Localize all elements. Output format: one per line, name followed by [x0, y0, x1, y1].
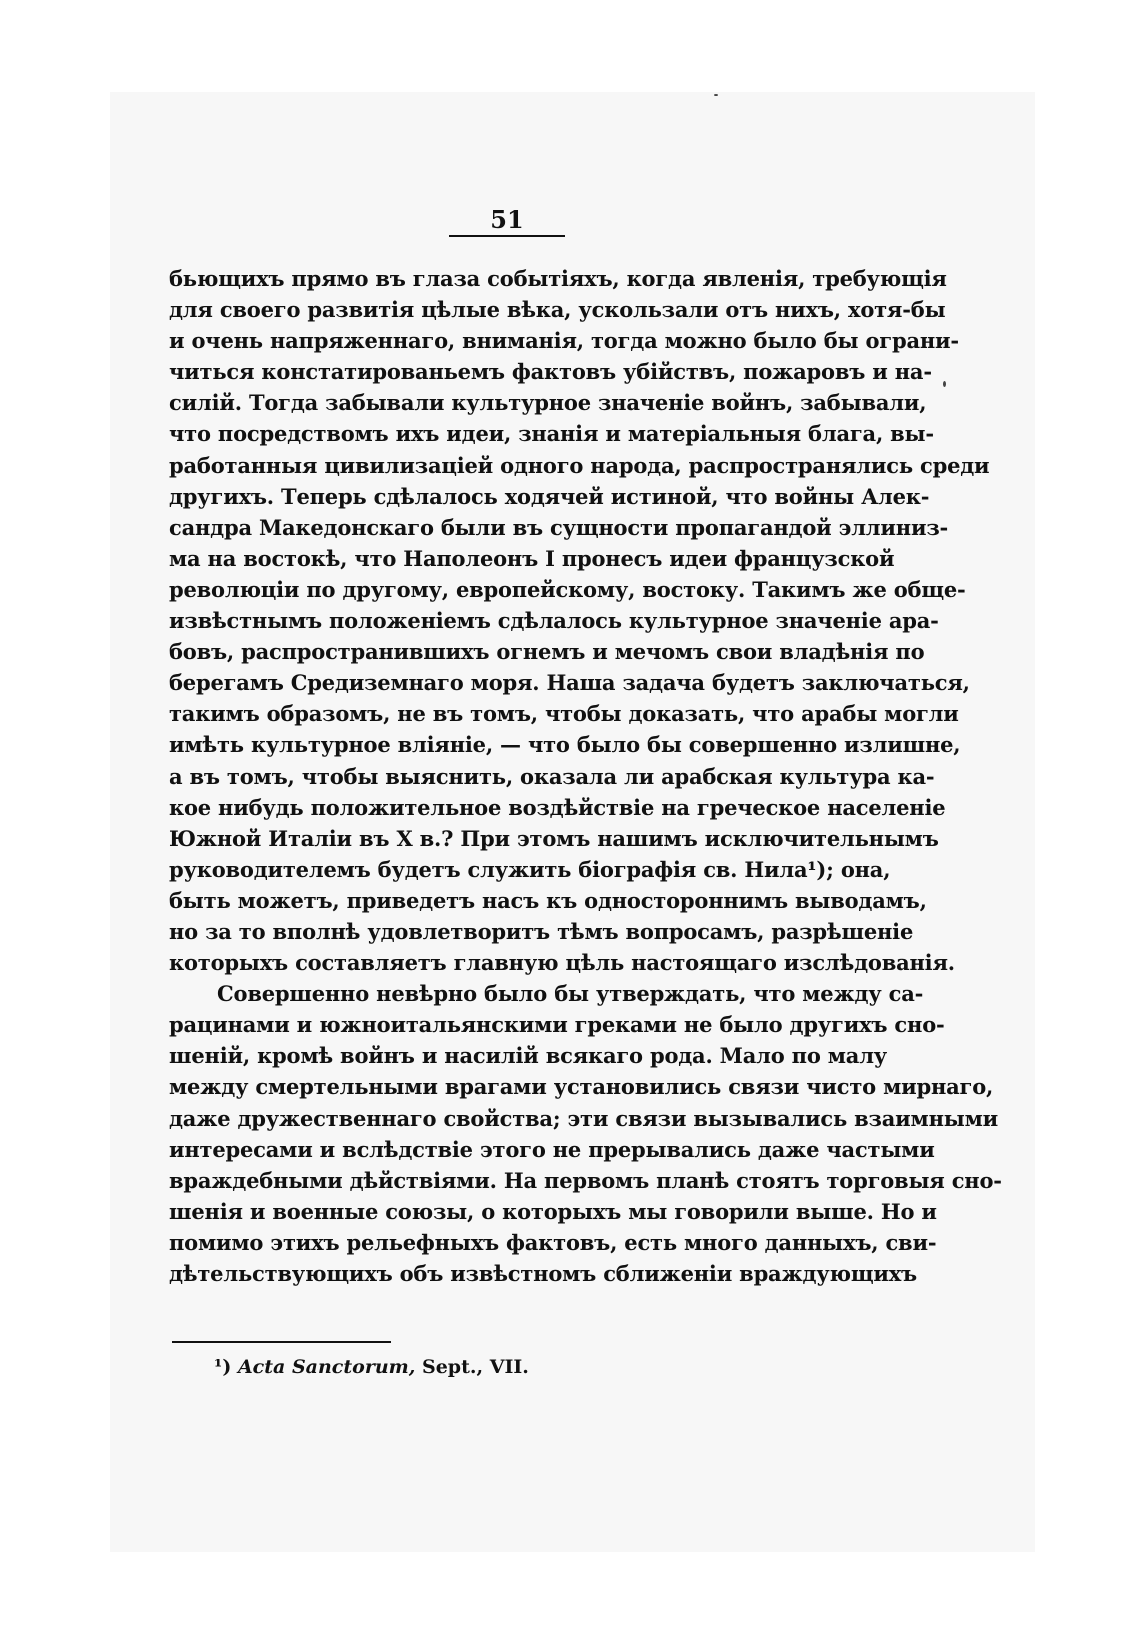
text-line: сандра Македонскаго были въ сущности пропагандой эллиниз-	[169, 514, 949, 540]
text-line: берегамъ Средиземнаго моря. Наша задача будетъ заключаться,	[169, 670, 970, 696]
text-line: извѣстнымъ положеніемъ сдѣлалось культурное значеніе ара-	[169, 608, 939, 634]
text-line: другихъ. Теперь сдѣлалось ходячей истиной, что войны Алек-	[169, 483, 930, 509]
page-number-underline	[449, 235, 565, 237]
text-line: рацинами и южноитальянскими греками не было другихъ сно-	[169, 1012, 945, 1038]
text-line: помимо этихъ рельефныхъ фактовъ, есть много данныхъ, сви-	[169, 1229, 937, 1255]
text-line: дѣтельствующихъ объ извѣстномъ сближеніи враждующихъ	[169, 1261, 917, 1286]
text-line: для своего развитія цѣлые вѣка, ускользали отъ нихъ, хотя-бы	[169, 297, 946, 323]
text-line: революціи по другому, европейскому, востоку. Такимъ же обще-	[169, 576, 966, 602]
text-line: между смертельными врагами установились связи чисто мирнаго,	[169, 1074, 994, 1100]
footnote-reference: Sept., VII.	[421, 1356, 529, 1378]
text-line: которыхъ составляетъ главную цѣль настоящаго изслѣдованія.	[169, 950, 955, 976]
text-line: бьющихъ прямо въ глаза событіяхъ, когда явленія, требующія	[169, 266, 947, 291]
text-line: руководителемъ будетъ служить біографія св. Нила¹); она,	[169, 856, 891, 882]
scan-speck	[714, 94, 718, 96]
text-line: силій. Тогда забывали культурное значеніе войнъ, забывали,	[169, 390, 927, 416]
page-number: 51	[490, 205, 524, 234]
text-line: бовъ, распространившихъ огнемъ и мечомъ свои владѣнія по	[169, 639, 925, 665]
text-line: даже дружественнаго свойства; эти связи вызывались взаимными	[169, 1105, 999, 1131]
text-line: и очень напряженнаго, вниманія, тогда можно было бы ограни-	[169, 328, 959, 354]
body-text	[169, 263, 1002, 1289]
text-line: быть можетъ, приведетъ насъ къ одностороннимъ выводамъ,	[169, 887, 927, 913]
text-line: шеній, кромѣ войнъ и насилій всякаго рода. Мало по малу	[169, 1043, 888, 1069]
text-line: Южной Италіи въ X в.? При этомъ нашимъ исключительнымъ	[169, 825, 939, 851]
text-line: интересами и вслѣдствіе этого не прерывались даже частыми	[169, 1136, 935, 1162]
footnote	[214, 1356, 529, 1378]
scan-speck	[943, 381, 946, 387]
text-line: но за то вполнѣ удовлетворитъ тѣмъ вопросамъ, разрѣшеніе	[169, 918, 914, 944]
text-line: что посредствомъ ихъ идеи, знанія и матеріальныя блага, вы-	[169, 421, 934, 447]
text-line: шенія и военные союзы, о которыхъ мы говорили выше. Но и	[169, 1198, 937, 1224]
text-line: читься констатированьемъ фактовъ убійствъ, пожаровъ и на-	[169, 359, 932, 385]
text-line: а въ томъ, чтобы выяснить, оказала ли арабская культура ка-	[169, 763, 935, 789]
footnote-marker: ¹)	[214, 1356, 232, 1378]
text-line: имѣть культурное вліяніе, — что было бы совершенно излишне,	[169, 732, 961, 758]
text-line: ма на востокѣ, что Наполеонъ I пронесъ идеи французской	[169, 545, 895, 571]
text-line: такимъ образомъ, не въ томъ, чтобы доказать, что арабы могли	[169, 701, 959, 727]
text-line: враждебными дѣйствіями. На первомъ планѣ стоятъ торговыя сно-	[169, 1167, 1002, 1193]
text-line: работанныя цивилизаціей одного народа, распространялись среди	[169, 452, 990, 478]
footnote-separator	[172, 1341, 391, 1343]
text-line: кое нибудь положительное воздѣйствіе на греческое населеніе	[169, 794, 946, 820]
footnote-title: Acta Sanctorum,	[237, 1356, 416, 1378]
text-line: Совершенно невѣрно было бы утверждать, что между са-	[217, 981, 924, 1007]
